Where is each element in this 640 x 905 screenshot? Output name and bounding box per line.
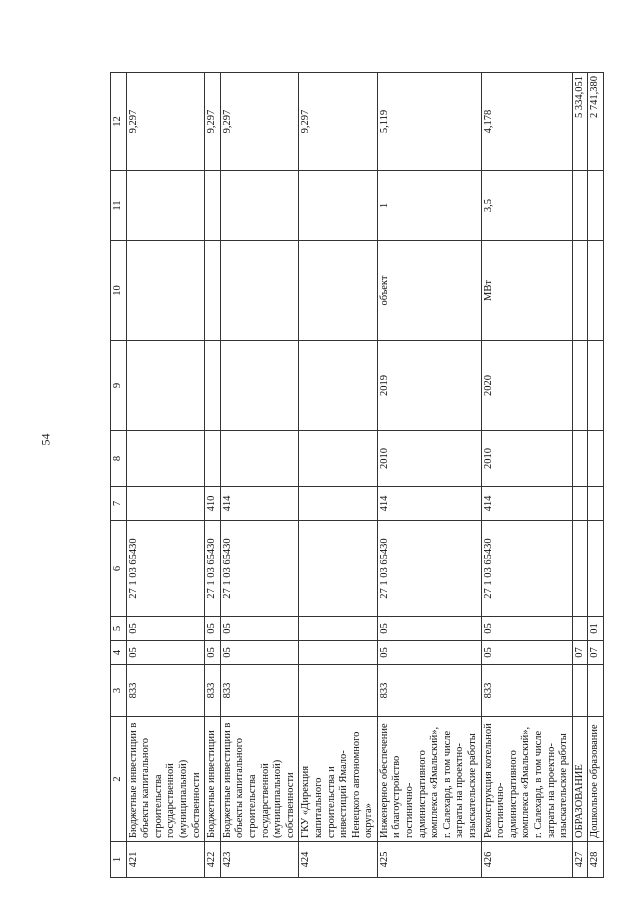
unit-cell <box>205 241 221 341</box>
header-row <box>111 73 127 878</box>
amount-cell: 9,297 <box>126 73 205 171</box>
table-row <box>220 73 299 878</box>
unit-cell: МВт <box>481 241 572 341</box>
code-3-cell: 833 <box>377 665 481 717</box>
column-header: 8 <box>111 431 127 487</box>
code-4-cell: 05 <box>126 641 205 665</box>
amount-cell: 4,178 <box>481 73 572 171</box>
table-row <box>588 73 604 878</box>
code-5-cell: 05 <box>481 617 572 641</box>
column-header: 12 <box>111 73 127 171</box>
row-number-cell: 424 <box>299 842 378 878</box>
description-cell: Реконструкция котельной гостинично-административного комплекса «Ямальский», г. Салехард, в том числе затраты на проектно-изыскательские работы <box>481 717 572 842</box>
description-cell: Бюджетные инвестиции в объекты капитального строительства государственной (муниципальной) собственности <box>126 717 205 842</box>
column-header: 10 <box>111 241 127 341</box>
year-end-cell <box>588 341 604 431</box>
year-start-cell: 2010 <box>481 431 572 487</box>
budget-table <box>110 72 604 878</box>
code-3-cell: 833 <box>481 665 572 717</box>
amount-cell: 2 741,380 <box>588 73 604 171</box>
code-3-cell <box>588 665 604 717</box>
column-header: 1 <box>111 842 127 878</box>
code-6-cell: 27 1 03 65430 <box>481 521 572 617</box>
unit-cell <box>572 241 588 341</box>
code-4-cell: 07 <box>588 641 604 665</box>
amount-cell: 9,297 <box>205 73 221 171</box>
year-end-cell <box>572 341 588 431</box>
code-6-cell <box>299 521 378 617</box>
description-cell: ОБРАЗОВАНИЕ <box>572 717 588 842</box>
year-start-cell <box>299 431 378 487</box>
year-end-cell: 2019 <box>377 341 481 431</box>
amount-cell: 9,297 <box>299 73 378 171</box>
year-start-cell <box>572 431 588 487</box>
code-7-cell <box>299 487 378 521</box>
code-6-cell: 27 1 03 65430 <box>126 521 205 617</box>
code-5-cell: 01 <box>588 617 604 641</box>
description-cell: Инженерное обеспечение и благоустройство гостинично-административного комплекса «Ямальский», г. Салехард, в том числе затраты на проектно-изыскательские работы <box>377 717 481 842</box>
code-3-cell: 833 <box>205 665 221 717</box>
capacity-cell <box>299 171 378 241</box>
code-4-cell <box>299 641 378 665</box>
code-3-cell: 833 <box>220 665 299 717</box>
code-3-cell <box>572 665 588 717</box>
code-7-cell <box>126 487 205 521</box>
unit-cell <box>220 241 299 341</box>
unit-cell <box>588 241 604 341</box>
capacity-cell: 1 <box>377 171 481 241</box>
year-end-cell <box>126 341 205 431</box>
budget-table-container <box>110 73 605 878</box>
year-start-cell <box>205 431 221 487</box>
year-start-cell <box>220 431 299 487</box>
capacity-cell <box>572 171 588 241</box>
column-header: 2 <box>111 717 127 842</box>
code-4-cell: 05 <box>377 641 481 665</box>
row-number-cell: 423 <box>220 842 299 878</box>
row-number-cell: 421 <box>126 842 205 878</box>
amount-cell: 5,119 <box>377 73 481 171</box>
code-7-cell <box>588 487 604 521</box>
capacity-cell <box>126 171 205 241</box>
row-number-cell: 422 <box>205 842 221 878</box>
year-start-cell <box>588 431 604 487</box>
code-6-cell: 27 1 03 65430 <box>377 521 481 617</box>
year-end-cell <box>205 341 221 431</box>
code-4-cell: 05 <box>205 641 221 665</box>
column-header: 4 <box>111 641 127 665</box>
code-4-cell: 05 <box>481 641 572 665</box>
table-body <box>126 73 603 878</box>
unit-cell: объект <box>377 241 481 341</box>
column-header: 5 <box>111 617 127 641</box>
capacity-cell: 3,5 <box>481 171 572 241</box>
year-start-cell <box>126 431 205 487</box>
year-end-cell <box>220 341 299 431</box>
row-number-cell: 425 <box>377 842 481 878</box>
row-number-cell: 426 <box>481 842 572 878</box>
column-header: 9 <box>111 341 127 431</box>
table-row <box>205 73 221 878</box>
code-3-cell: 833 <box>126 665 205 717</box>
code-5-cell: 05 <box>220 617 299 641</box>
column-header: 11 <box>111 171 127 241</box>
description-cell: ГКУ «Дирекция капитального строительства и инвестиций Ямало-Ненецкого автономного округа» <box>299 717 378 842</box>
year-start-cell: 2010 <box>377 431 481 487</box>
description-cell: Бюджетные инвестиции в объекты капитального строительства государственной (муниципальной) собственности <box>220 717 299 842</box>
code-6-cell <box>572 521 588 617</box>
column-header: 3 <box>111 665 127 717</box>
code-7-cell: 414 <box>220 487 299 521</box>
column-header: 6 <box>111 521 127 617</box>
capacity-cell <box>220 171 299 241</box>
description-cell: Бюджетные инвестиции <box>205 717 221 842</box>
year-end-cell <box>299 341 378 431</box>
table-row <box>572 73 588 878</box>
amount-cell: 5 334,051 <box>572 73 588 171</box>
table-row <box>377 73 481 878</box>
code-5-cell <box>299 617 378 641</box>
code-7-cell: 414 <box>481 487 572 521</box>
column-header: 7 <box>111 487 127 521</box>
code-7-cell <box>572 487 588 521</box>
code-5-cell: 05 <box>377 617 481 641</box>
code-7-cell: 410 <box>205 487 221 521</box>
unit-cell <box>126 241 205 341</box>
code-6-cell: 27 1 03 65430 <box>220 521 299 617</box>
code-5-cell <box>572 617 588 641</box>
capacity-cell <box>205 171 221 241</box>
row-number-cell: 427 <box>572 842 588 878</box>
code-3-cell <box>299 665 378 717</box>
amount-cell: 9,297 <box>220 73 299 171</box>
code-4-cell: 07 <box>572 641 588 665</box>
row-number-cell: 428 <box>588 842 604 878</box>
page-number: 54 <box>38 433 53 446</box>
capacity-cell <box>588 171 604 241</box>
code-6-cell <box>588 521 604 617</box>
code-5-cell: 05 <box>126 617 205 641</box>
code-6-cell: 27 1 03 65430 <box>205 521 221 617</box>
code-7-cell: 414 <box>377 487 481 521</box>
year-end-cell: 2020 <box>481 341 572 431</box>
table-row <box>481 73 572 878</box>
description-cell: Дошкольное образование <box>588 717 604 842</box>
unit-cell <box>299 241 378 341</box>
code-5-cell: 05 <box>205 617 221 641</box>
table-row <box>126 73 205 878</box>
table-row <box>299 73 378 878</box>
code-4-cell: 05 <box>220 641 299 665</box>
